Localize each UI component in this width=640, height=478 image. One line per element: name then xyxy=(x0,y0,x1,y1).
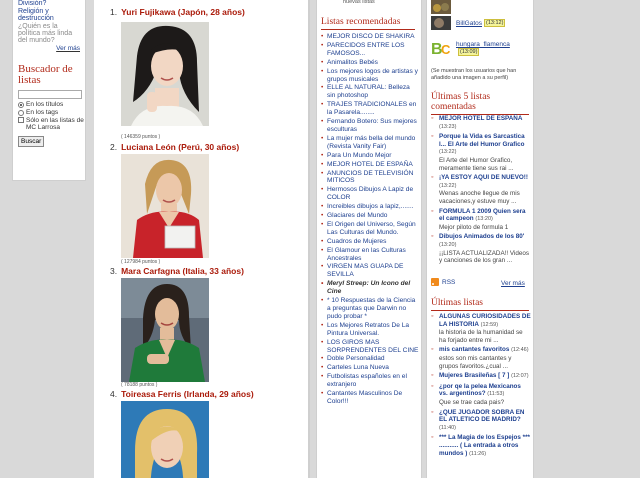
svg-text:B: B xyxy=(431,41,443,58)
recommended-lists xyxy=(317,33,421,406)
search-button[interactable]: Buscar xyxy=(18,136,44,147)
recommended-list-item[interactable]: • ANUNCIOS DE TELEVISIÓN MITICOS xyxy=(321,170,419,186)
recommended-list-item[interactable]: • Fernando Botero: Sus mejores esculturas xyxy=(321,118,419,134)
rss-icon xyxy=(431,278,439,286)
list-item xyxy=(431,434,531,458)
list-item-snippet: estos son mis cantantes y grupos favoritos.¿cual ... xyxy=(439,354,512,370)
category-list xyxy=(13,0,85,52)
list-item xyxy=(431,383,531,407)
list-item-time: (13:22) xyxy=(439,182,457,189)
search-input[interactable] xyxy=(18,90,82,99)
recommended-lists-heading: Listas recomendadas xyxy=(321,17,415,30)
user-time-badge: (13:12) xyxy=(486,20,504,26)
search-title: Buscador de listas xyxy=(18,63,73,86)
entry-title-link[interactable]: Mara Carfagna (Italia, 33 años) xyxy=(121,266,244,276)
top-note: nuevas listas xyxy=(343,0,375,5)
recommended-list-item[interactable]: • Cantantes Masculinos De Color!!! xyxy=(321,390,419,406)
recommended-list-item[interactable]: • La mujer más bella del mundo (Revista Vanity Fair) xyxy=(321,135,419,151)
list-item-snippet: El Arte del Humor Grafico, meramente tiene sus rai ... xyxy=(439,156,514,172)
latest-comments-heading: Últimas 5 listas comentadas xyxy=(431,92,529,115)
search-option-own-lists[interactable]: Sólo en las listas de MC Larrosa xyxy=(18,117,85,131)
recommended-list-item[interactable]: • El Origen del Universo, Según Las Culturas del Mundo. xyxy=(321,221,419,237)
recommended-list-item[interactable]: • Carteles Luna Nueva xyxy=(321,364,419,372)
list-item-title-link[interactable]: ¿por qe la pelea Mexicanos vs. argentinos? xyxy=(439,382,521,398)
user-row-2 xyxy=(431,16,505,30)
latest-lists-list xyxy=(431,313,531,460)
list-item-title-link[interactable]: FORMULA 1 2009 Quien sera el campeon xyxy=(439,207,526,223)
list-item-time: (11:26) xyxy=(469,450,487,457)
recommended-list-item[interactable]: • Los Mejores Retratos De La Pintura Universal. xyxy=(321,322,419,338)
recommended-list-item[interactable]: • Los mejores logos de artistas y grupos musicales xyxy=(321,68,419,84)
entry-points: ( 146359 puntos ) xyxy=(121,134,161,140)
recommended-lists-column xyxy=(316,0,422,478)
list-item-time: (12:07) xyxy=(511,373,529,380)
user-avatar[interactable] xyxy=(431,0,451,14)
list-item xyxy=(431,115,531,131)
radio-icon[interactable] xyxy=(18,102,24,108)
list-item xyxy=(431,346,531,370)
left-sidebar xyxy=(12,0,86,181)
entry-photo-1[interactable] xyxy=(121,22,209,126)
search-option-titles[interactable]: En los títulos xyxy=(18,101,85,108)
list-entry-1: 1. Yuri Fujikawa (Japón, 28 años) xyxy=(110,7,245,17)
entry-photo-4[interactable] xyxy=(121,401,209,478)
recommended-list-item[interactable]: • * 10 Respuestas de la Ciencia a preguntas que Darwin no pudo probar * xyxy=(321,297,419,321)
list-item-snippet: ¡¡LISTA ACTUALIZADA!! Videos y canciones de los gran ... xyxy=(439,249,530,265)
entry-points: ( 78188 puntos ) xyxy=(121,382,158,388)
recommended-list-item[interactable]: • El Glamour en las Culturas Ancestrales xyxy=(321,247,419,263)
entry-points: ( 127984 puntos ) xyxy=(121,259,161,265)
list-item-title-link[interactable]: MEJOR HOTEL DE ESPAÑA xyxy=(439,115,523,122)
entry-title-link[interactable]: Yuri Fujikawa (Japón, 28 años) xyxy=(121,7,245,17)
list-item-time: (13:20) xyxy=(439,241,457,248)
checkbox-icon[interactable] xyxy=(18,117,24,123)
recommended-list-item[interactable]: • Hermosos Dibujos A Lapiz de COLOR xyxy=(321,186,419,202)
category-link[interactable]: División? xyxy=(18,0,47,7)
user-avatar[interactable] xyxy=(431,38,451,58)
list-item-snippet: Mejor piloto de formula 1 xyxy=(439,223,509,231)
rss-link[interactable]: RSS xyxy=(431,278,455,286)
right-sidebar xyxy=(426,0,534,478)
list-item-time: (11:53) xyxy=(487,391,505,398)
user-link[interactable]: hungara_flamenca xyxy=(456,41,510,48)
list-item-title-link[interactable]: ¡YA ESTOY AQUI DE NUEVO!! xyxy=(439,174,528,182)
user-link[interactable]: BillGatos xyxy=(456,19,483,27)
recommended-list-item[interactable]: • Futbolistas españoles en el extranjero xyxy=(321,373,419,389)
category-question-link[interactable]: ¿Quién es la política más linda del mundo? xyxy=(18,23,73,44)
recommended-list-item[interactable]: • Doble Personalidad xyxy=(321,355,419,363)
list-item xyxy=(431,313,531,344)
list-item-title-link[interactable]: ALGUNAS CURIOSIDADES DE LA HISTORIA xyxy=(439,313,531,328)
list-entry-3: 3. Mara Carfagna (Italia, 33 años) xyxy=(110,266,244,276)
recommended-list-item[interactable]: • Animalitos Bebés xyxy=(321,59,419,67)
list-item-snippet: la historia de la humanidad se ha forjado entre mi ... xyxy=(439,329,523,344)
recommended-list-item[interactable]: • PARECIDOS ENTRE LOS FAMOSOS... xyxy=(321,42,419,58)
entry-photo-3[interactable] xyxy=(121,278,209,382)
recommended-list-item[interactable]: • ELLE AL NATURAL: Belleza sin photoshop xyxy=(321,84,419,100)
svg-text:C: C xyxy=(441,42,451,57)
user-row-1 xyxy=(431,0,456,14)
recommended-list-item[interactable]: • MEJOR HOTEL DE ESPAÑA xyxy=(321,161,419,169)
list-item-time: (13:20) xyxy=(475,216,493,223)
search-option-tags[interactable]: En los tags xyxy=(18,109,85,116)
recommended-list-item[interactable]: • Glaciares del Mundo xyxy=(321,212,419,220)
column-divider xyxy=(308,0,310,478)
users-note: (Se muestran los usuarios que han añadido una imagen a su perfil) xyxy=(431,68,517,81)
recommended-list-item[interactable]: • Para Un Mundo Mejor xyxy=(321,152,419,160)
list-item-title-link[interactable]: ¿QUE JUGADOR SOBRA EN EL ATLETICO DE MADRID? xyxy=(439,408,525,424)
list-item xyxy=(431,409,531,433)
list-item xyxy=(431,233,531,264)
list-item xyxy=(431,174,531,205)
recommended-list-item[interactable]: • Meryl Streep: Un Icono del Cine xyxy=(321,280,419,296)
entry-title-link[interactable]: Luciana León (Perú, 30 años) xyxy=(121,142,240,152)
list-item xyxy=(431,372,531,381)
list-item xyxy=(431,133,531,172)
list-item-time: (12:46) xyxy=(511,347,529,354)
list-item-time: (12:59) xyxy=(480,321,499,328)
more-link[interactable]: Ver más xyxy=(56,45,80,52)
entry-title-link[interactable]: Toireasa Ferris (Irlanda, 29 años) xyxy=(121,389,254,399)
list-item-time: (13:23) xyxy=(439,123,457,130)
main-list xyxy=(94,0,308,478)
list-item-snippet: Que se trae cada pais? xyxy=(439,398,505,406)
radio-icon[interactable] xyxy=(18,110,24,116)
category-link[interactable]: Religión y destrucción xyxy=(18,8,54,22)
latest-lists-heading: Últimas listas xyxy=(431,298,529,311)
list-item xyxy=(431,208,531,232)
recommended-list-item[interactable]: • LOS GIROS MAS SORPRENDENTES DEL CINE xyxy=(321,339,419,355)
recommended-list-item[interactable]: • Cuadros de Mujeres xyxy=(321,238,419,246)
user-row-3 xyxy=(431,38,510,58)
list-item-title-link[interactable]: *** La Magia de los Espejos *** ........... ( La entrada a otros mundos ) xyxy=(439,434,530,457)
list-item-time: (11:40) xyxy=(439,424,457,431)
user-avatar[interactable] xyxy=(431,16,451,30)
list-item-title-link[interactable]: Mujeres Brasileñas [ 7 ] xyxy=(439,372,510,380)
list-item-title-link[interactable]: mis cantantes favoritos xyxy=(439,346,510,354)
latest-comments-list xyxy=(431,115,531,267)
list-item-time: (13:22) xyxy=(439,149,457,156)
recommended-list-item[interactable]: • VIRGEN MAS GUAPA DE SEVILLA xyxy=(321,263,419,279)
more-link[interactable]: Ver más xyxy=(501,280,525,287)
list-entry-2: 2. Luciana León (Perú, 30 años) xyxy=(110,142,240,152)
list-item-title-link[interactable]: Porque la Vida es Sarcastica l... El Arte del Humor Grafico xyxy=(439,133,525,148)
recommended-list-item[interactable]: • MEJOR DISCO DE SHAKIRA xyxy=(321,33,419,41)
user-time-badge: (13:09) xyxy=(460,49,478,55)
list-item-snippet: Wenas anoche llegue de mis vacaciones,y estuve muy ... xyxy=(439,190,520,205)
entry-photo-2[interactable] xyxy=(121,154,209,258)
list-entry-4: 4. Toireasa Ferris (Irlanda, 29 años) xyxy=(110,389,254,399)
recommended-list-item[interactable]: • Increibles dibujos a lapiz,....... xyxy=(321,203,419,211)
list-item-title-link[interactable]: Dibujos Animados de los 80' xyxy=(439,233,525,241)
recommended-list-item[interactable]: • TRAJES TRADICIONALES en la Pasarela........ xyxy=(321,101,419,117)
